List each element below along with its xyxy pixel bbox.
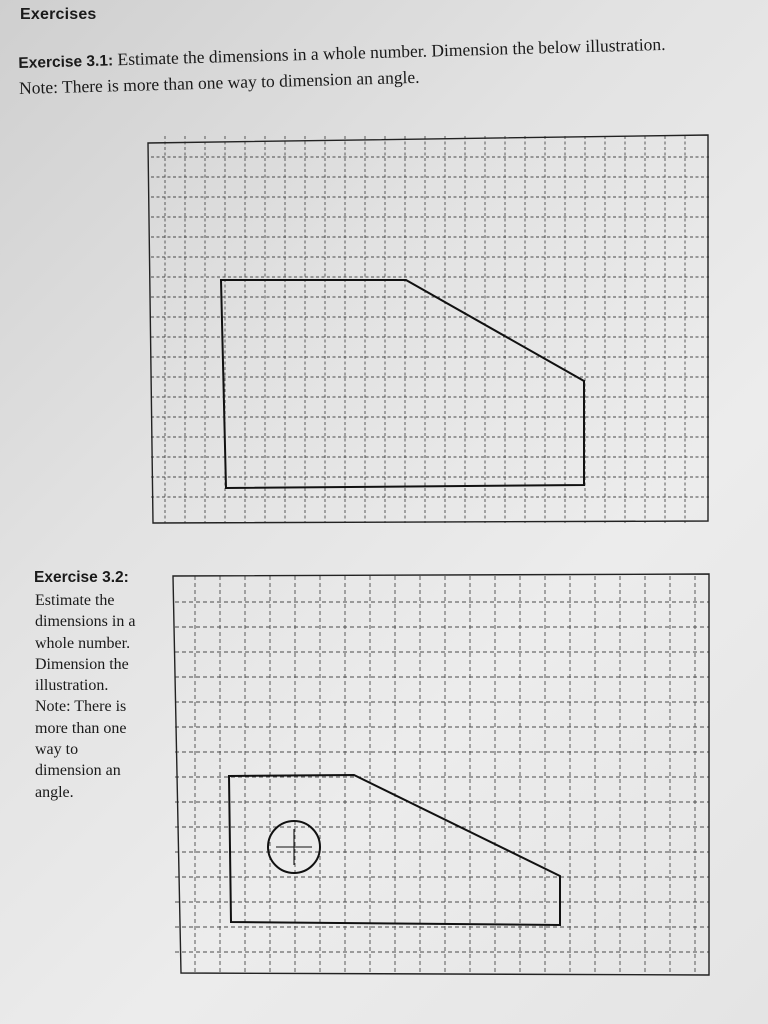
exercise-3-1-text: Estimate the dimensions in a whole number. Dimension the below illustration. Note: There is more than one way to dimension an angle. (18, 33, 666, 98)
instruction-line: illustration. (35, 677, 109, 695)
hole-center-mark (276, 829, 312, 865)
instruction-line: Estimate the (35, 592, 115, 609)
exercise-3-2-label: Exercise 3.2: (34, 569, 129, 586)
exercise-3-1-instructions (18, 32, 679, 100)
page-title: Exercises (20, 6, 97, 23)
grid-border (173, 574, 709, 975)
instruction-line: dimensions in a (35, 613, 136, 631)
grid-border (148, 135, 708, 523)
exercise-3-2-instructions (35, 590, 155, 803)
exercise-3-1-part-outline (221, 280, 584, 488)
instruction-line: whole number. (35, 634, 131, 652)
grid-lines (151, 136, 709, 523)
exercise-3-1-label: Exercise 3.1: (18, 52, 114, 72)
instruction-line: Dimension the (35, 655, 129, 673)
instruction-line: more than one (35, 719, 127, 737)
instruction-line: way to (35, 741, 79, 759)
grid-lines (175, 576, 709, 972)
exercise-3-2-grid (171, 570, 713, 980)
instruction-line: Note: There is (35, 698, 127, 716)
instruction-line: dimension an (35, 762, 121, 780)
exercise-3-2-part-outline (229, 775, 560, 925)
exercise-3-1-grid (143, 133, 711, 525)
instruction-line: angle. (35, 783, 74, 801)
